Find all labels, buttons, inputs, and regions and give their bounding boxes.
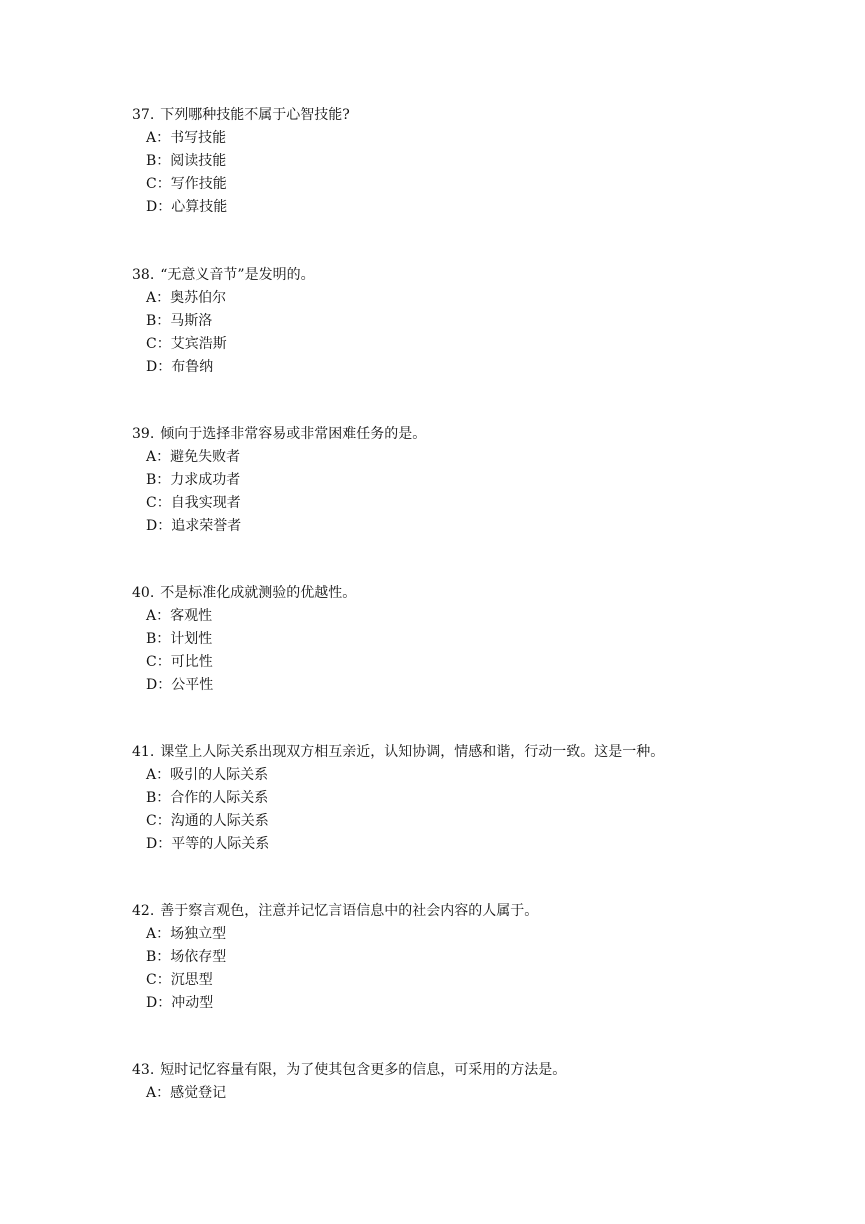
question-stem: [132, 900, 832, 923]
option-b: B：阅读技能: [146, 153, 227, 169]
question-40: [132, 582, 832, 697]
question-number: 39.: [132, 426, 155, 442]
option-c: C：可比性: [146, 654, 213, 670]
question-stem: [132, 741, 832, 764]
question-stem: [132, 264, 832, 287]
option-d: D：布鲁纳: [146, 359, 214, 375]
question-number: 41.: [132, 744, 155, 760]
question-stem: [132, 1059, 832, 1082]
question-text: 短时记忆容量有限，为了使其包含更多的信息，可采用的方法是。: [160, 1062, 567, 1078]
option-a: A：感觉登记: [146, 1085, 227, 1101]
question-37: [132, 104, 832, 219]
option-d: D：平等的人际关系: [146, 836, 270, 852]
options-list: [132, 605, 832, 697]
option-a: A：客观性: [146, 608, 213, 624]
question-43: [132, 1059, 832, 1105]
options-list: [132, 287, 832, 379]
option-a: A：场独立型: [146, 926, 227, 942]
options-list: [132, 764, 832, 856]
option-b: B：力求成功者: [146, 472, 241, 488]
question-text: 善于察言观色，注意并记忆言语信息中的社会内容的人属于。: [160, 903, 539, 919]
question-text: 课堂上人际关系出现双方相互亲近，认知协调，情感和谐，行动一致。这是一种。: [160, 744, 665, 760]
option-c: C：沉思型: [146, 972, 213, 988]
question-number: 38.: [132, 267, 155, 283]
question-number: 40.: [132, 585, 155, 601]
options-list: [132, 1082, 832, 1105]
question-stem: [132, 582, 832, 605]
option-a: A：奥苏伯尔: [146, 290, 227, 306]
option-a: A：吸引的人际关系: [146, 767, 269, 783]
options-list: [132, 446, 832, 538]
option-c: C：沟通的人际关系: [146, 813, 269, 829]
option-c: C：写作技能: [146, 176, 227, 192]
options-list: [132, 923, 832, 1015]
question-text: “无意义音节”是发明的。: [160, 267, 315, 283]
question-stem: [132, 423, 832, 446]
option-d: D：心算技能: [146, 199, 228, 215]
option-a: A：避免失败者: [146, 449, 241, 465]
option-d: D：公平性: [146, 677, 214, 693]
question-stem: [132, 104, 832, 127]
question-number: 37.: [132, 107, 155, 123]
options-list: [132, 127, 832, 219]
question-text: 倾向于选择非常容易或非常困难任务的是。: [160, 426, 427, 442]
option-a: A：书写技能: [146, 130, 227, 146]
question-41: [132, 741, 832, 856]
question-number: 42.: [132, 903, 155, 919]
question-text: 不是标准化成就测验的优越性。: [160, 585, 357, 601]
option-d: D：冲动型: [146, 995, 214, 1011]
option-b: B：计划性: [146, 631, 213, 647]
option-c: C：艾宾浩斯: [146, 336, 227, 352]
option-b: B：场依存型: [146, 949, 227, 965]
question-38: [132, 264, 832, 379]
question-number: 43.: [132, 1062, 155, 1078]
option-b: B：合作的人际关系: [146, 790, 269, 806]
option-b: B：马斯洛: [146, 313, 213, 329]
question-39: [132, 423, 832, 538]
option-c: C：自我实现者: [146, 495, 241, 511]
question-42: [132, 900, 832, 1015]
question-text: 下列哪种技能不属于心智技能?: [160, 107, 350, 123]
option-d: D：追求荣誉者: [146, 518, 242, 534]
